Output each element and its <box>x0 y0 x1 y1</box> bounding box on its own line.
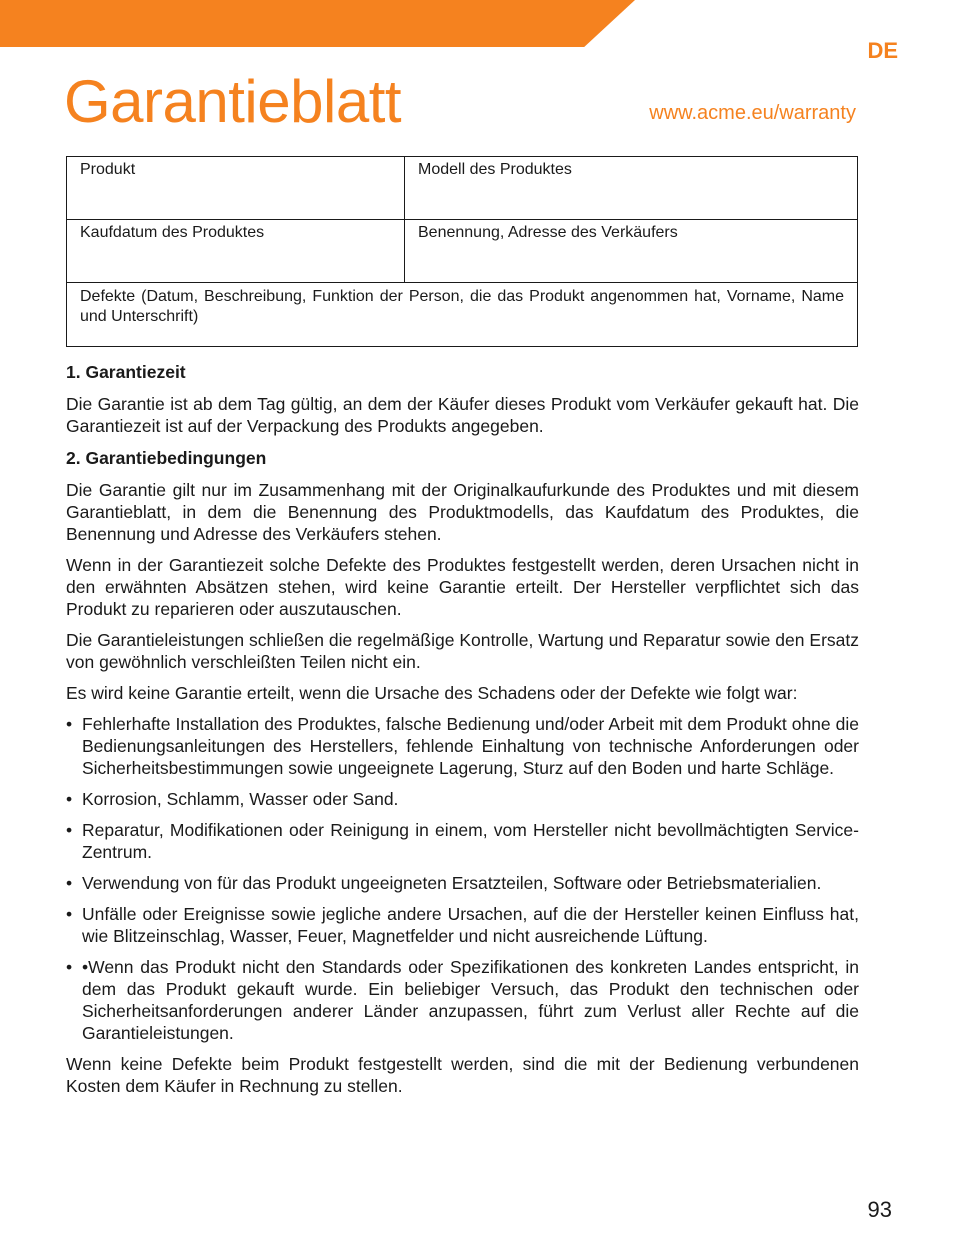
list-item: • Korrosion, Schlamm, Wasser oder Sand. <box>66 788 859 810</box>
paragraph: Wenn keine Defekte beim Produkt festgestellt werden, sind die mit der Bedienung verbundenen Kosten dem Käufer in Rechnung zu stellen. <box>66 1054 859 1096</box>
defects-cell[interactable]: Defekte (Datum, Beschreibung, Funktion der Person, die das Produkt angenommen hat, Vorname, Name und Unterschrift) <box>67 283 858 347</box>
exclusion-list <box>66 713 859 1044</box>
warranty-link[interactable]: www.acme.eu/warranty <box>649 102 856 124</box>
paragraph: Die Garantieleistungen schließen die regelmäßige Kontrolle, Wartung und Reparatur sowie den Ersatz von gewöhnlich verschleißten Teilen nicht ein. <box>66 630 859 672</box>
model-cell[interactable]: Modell des Produktes <box>405 157 858 220</box>
purchase-date-cell[interactable]: Kaufdatum des Produktes <box>67 220 405 283</box>
paragraph: Die Garantie gilt nur im Zusammenhang mit der Originalkaufurkunde des Produktes und mit diesem Garantieblatt, in dem die Benennung des Produktmodells, das Kaufdatum des Produktes, die Benennung und Adresse des Verkäufers stehen. <box>66 480 859 544</box>
list-item: • Reparatur, Modifikationen oder Reinigung in einem, vom Hersteller nicht bevollmächtigten Service-Zentrum. <box>66 819 859 863</box>
section-heading-warranty-period: 1. Garantiezeit <box>66 362 186 382</box>
product-cell[interactable]: Produkt <box>67 157 405 220</box>
list-item: • Verwendung von für das Produkt ungeeigneten Ersatzteilen, Software oder Betriebsmaterialien. <box>66 872 859 894</box>
seller-cell[interactable]: Benennung, Adresse des Verkäufers <box>405 220 858 283</box>
warranty-form-table <box>66 156 858 347</box>
list-item: • Unfälle oder Ereignisse sowie jegliche andere Ursachen, auf die der Hersteller keinen Einfluss hat, wie Blitzeinschlag, Wasser, Feuer, Magnetfelder und nicht ausreichende Lüftung. <box>66 903 859 947</box>
language-code: DE <box>867 38 898 63</box>
page-number: 93 <box>867 1197 892 1222</box>
warranty-text <box>66 360 859 1106</box>
list-item: • •Wenn das Produkt nicht den Standards oder Spezifikationen des konkreten Landes entspricht, in dem das Produkt gekauft wurde. Ein beliebiger Versuch, das Produkt den technischen oder Sicherheitsanforderungen anderer Länder anzupassen, führt zum Verlust aller Rechte auf die Garantieleistungen. <box>66 956 859 1044</box>
header-banner <box>0 0 635 47</box>
section-heading-warranty-conditions: 2. Garantiebedingungen <box>66 448 267 468</box>
list-item: • Fehlerhafte Installation des Produktes, falsche Bedienung und/oder Arbeit mit dem Produkt ohne die Bedienungsanleitungen des Herstellers, fehlende Einhaltung von technische Anforderungen oder Sicherheitsbestimmungen sowie ungeeignete Lagerung, Sturz auf den Boden und harte Schläge. <box>66 713 859 779</box>
paragraph: Es wird keine Garantie erteilt, wenn die Ursache des Schadens oder der Defekte wie folgt war: <box>66 683 798 703</box>
paragraph: Wenn in der Garantiezeit solche Defekte des Produktes festgestellt werden, deren Ursachen nicht in den erwähnten Absätzen stehen, wird keine Garantie erteilt. Der Hersteller verpflichtet sich das Produkt zu reparieren oder auszutauschen. <box>66 555 859 619</box>
paragraph: Die Garantie ist ab dem Tag gültig, an dem der Käufer dieses Produkt vom Verkäufer gekauft hat. Die Garantiezeit ist auf der Verpackung des Produkts angegeben. <box>66 394 859 436</box>
page-title: Garantieblatt <box>64 68 402 135</box>
